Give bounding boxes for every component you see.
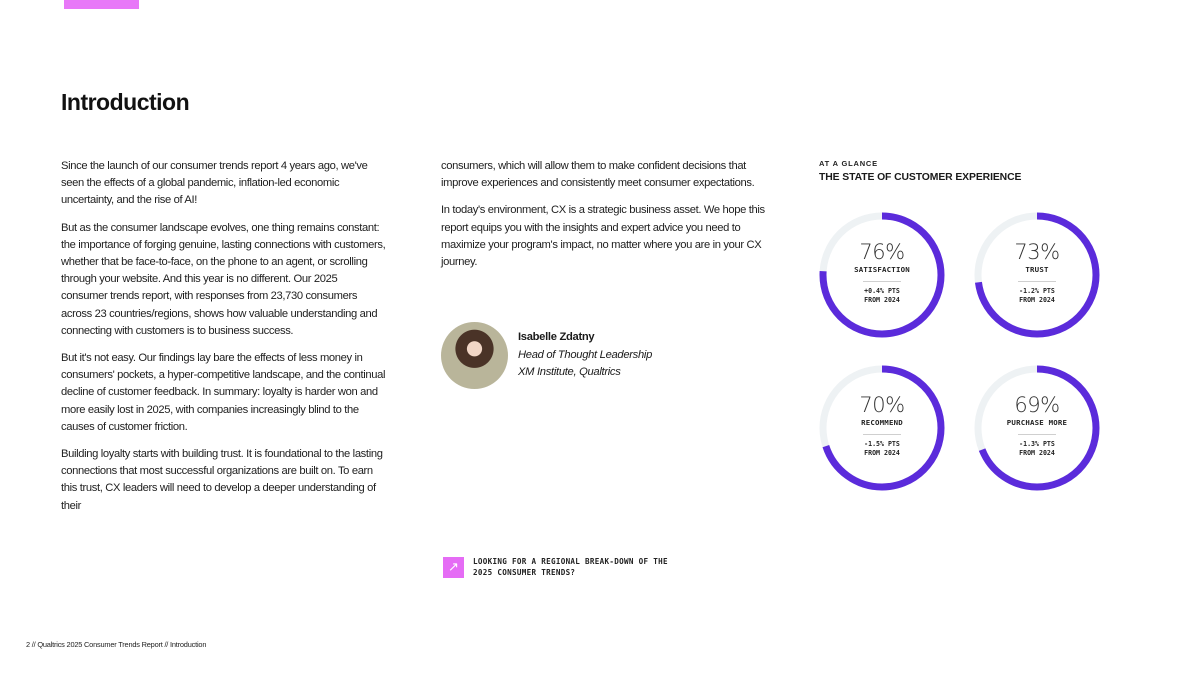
glance-title: THE STATE OF CUSTOMER EXPERIENCE (819, 172, 1022, 183)
paragraph: Since the launch of our consumer trends report 4 years ago, we've seen the effects of a global pandemic, inflation-led economic uncertainty, and the rise of AI! (61, 160, 368, 207)
intro-column-2 (441, 158, 771, 281)
divider (863, 281, 901, 282)
metric-label: TRUST (1025, 265, 1049, 274)
metric-delta-year: FROM 2024 (1019, 296, 1055, 304)
intro-column-1 (61, 158, 386, 525)
metric-ring-trust (973, 211, 1101, 339)
paragraph: But it's not easy. Our findings lay bare the effects of less money in consumers' pockets, a hyper-competitive landscape, and the continual decline of customer feedback. In summary: loyalty is harder won and more easily lost in 2025, with companies increasingly blind to the causes of customer friction. (61, 352, 386, 433)
author-block (441, 322, 652, 389)
at-a-glance-header (819, 159, 1021, 183)
glance-eyebrow: AT A GLANCE (819, 159, 878, 168)
metric-label: PURCHASE MORE (1006, 418, 1068, 427)
page-footer: 2 // Qualtrics 2025 Consumer Trends Report // Introduction (26, 640, 207, 649)
divider (863, 434, 901, 435)
divider (1018, 281, 1056, 282)
metric-delta-year: FROM 2024 (1019, 449, 1055, 457)
metric-delta: -1.2% PTS (1019, 287, 1055, 295)
regional-breakdown-link[interactable] (443, 556, 683, 578)
accent-bar (64, 0, 139, 9)
page-title: Introduction (61, 89, 190, 115)
author-avatar (441, 322, 508, 389)
metric-delta-year: FROM 2024 (864, 449, 900, 457)
metric-label: SATISFACTION (854, 265, 910, 274)
metric-ring-purchase-more (973, 364, 1101, 492)
metric-value: 69% (1014, 393, 1060, 417)
paragraph: consumers, which will allow them to make confident decisions that improve experiences and consistently meet consumer expectations. (441, 160, 755, 190)
author-role: Head of Thought Leadership (518, 348, 653, 361)
metric-label: RECOMMEND (861, 418, 903, 427)
author-org: XM Institute, Qualtrics (518, 366, 621, 379)
paragraph: In today's environment, CX is a strategic business asset. We hope this report equips you with the insights and expert advice you need to maximize your program's impact, no matter where you are in your CX journey. (441, 204, 765, 269)
metric-delta-year: FROM 2024 (864, 296, 900, 304)
divider (1018, 434, 1056, 435)
metric-delta: +0.4% PTS (864, 287, 900, 295)
metric-value: 73% (1014, 240, 1060, 264)
metric-value: 76% (859, 240, 905, 264)
arrow-up-right-icon[interactable]: ↗ (443, 557, 464, 578)
regional-breakdown-text[interactable]: LOOKING FOR A REGIONAL BREAK-DOWN OF THE 2025 CONSUMER TRENDS? (473, 557, 668, 577)
metric-ring-recommend (818, 364, 946, 492)
metric-delta: -1.5% PTS (864, 440, 900, 448)
paragraph: Building loyalty starts with building trust. It is foundational to the lasting connections that most successful organizations are built on. To earn this trust, CX leaders will need to develop a deeper understanding of their (61, 448, 383, 512)
metric-ring-satisfaction (818, 211, 946, 339)
author-name: Isabelle Zdatny (518, 331, 595, 344)
metric-value: 70% (859, 393, 905, 417)
metric-delta: -1.3% PTS (1019, 440, 1055, 448)
paragraph: But as the consumer landscape evolves, one thing remains constant: the importance of forging genuine, lasting connections with customers, whether that be face-to-face, on the phone to an agent, or scrolling through your website. And this year is no different. Our 2025 consumer trends report, with responses from 23,730 consumers across 23 countries/regions, shows how valuable understanding and connecting with customers is to business success. (61, 221, 386, 337)
